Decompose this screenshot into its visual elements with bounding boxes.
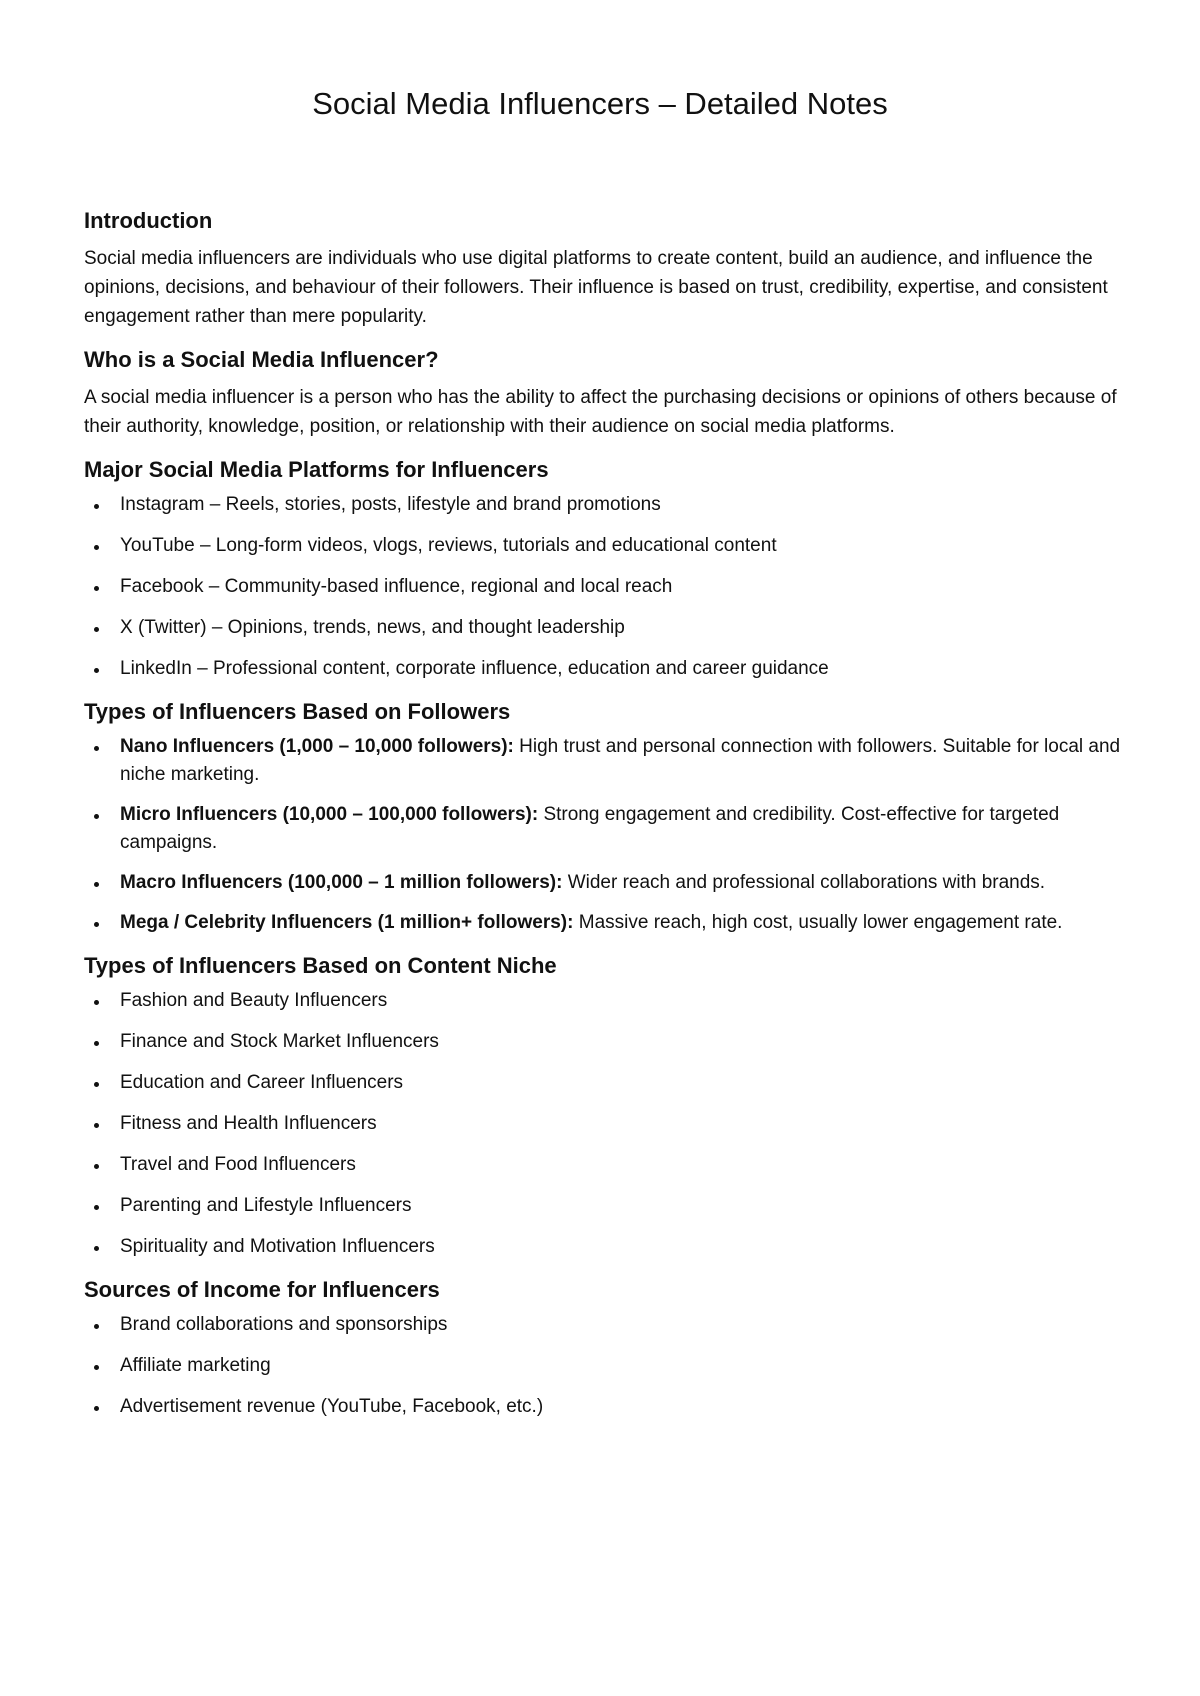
bullet-list xyxy=(84,987,1124,1261)
section-platforms xyxy=(84,455,1124,683)
list-item-desc: Wider reach and professional collaborations with brands. xyxy=(562,872,1046,893)
list-item-desc: Massive reach, high cost, usually lower engagement rate. xyxy=(573,912,1063,933)
list-item-term: Nano Influencers (1,000 – 10,000 followers): xyxy=(120,736,514,757)
bullet-list xyxy=(84,733,1124,937)
page-title: Social Media Influencers – Detailed Notes xyxy=(312,86,888,121)
list-item: Facebook – Community-based influence, regional and local reach xyxy=(84,573,1124,601)
list-item: Advertisement revenue (YouTube, Facebook, etc.) xyxy=(84,1393,1124,1421)
list-item: Brand collaborations and sponsorships xyxy=(84,1311,1124,1339)
document-body xyxy=(84,206,1124,1435)
list-item xyxy=(84,733,1124,789)
list-item: X (Twitter) – Opinions, trends, news, and thought leadership xyxy=(84,614,1124,642)
list-item-desc: High trust and personal connection with followers. Suitable for local and niche marketing. xyxy=(120,736,1121,785)
list-item xyxy=(84,801,1124,857)
list-item: Finance and Stock Market Influencers xyxy=(84,1028,1124,1056)
list-item: Education and Career Influencers xyxy=(84,1069,1124,1097)
bullet-list xyxy=(84,491,1124,683)
section-heading: Introduction xyxy=(84,208,213,233)
list-item: Parenting and Lifestyle Influencers xyxy=(84,1192,1124,1220)
list-item-term: Mega / Celebrity Influencers (1 million+ followers): xyxy=(120,912,574,933)
bullet-list xyxy=(84,1311,1124,1421)
section-heading: Major Social Media Platforms for Influencers xyxy=(84,457,549,482)
paragraph: Social media influencers are individuals who use digital platforms to create content, build an audience, and influence the opinions, decisions, and behaviour of their followers. Their influence is based on trust, credibility, expertise, and consistent engagement rather than mere popularity. xyxy=(84,248,1108,327)
list-item: Fashion and Beauty Influencers xyxy=(84,987,1124,1015)
list-item: LinkedIn – Professional content, corporate influence, education and career guidance xyxy=(84,655,1124,683)
list-item-desc: Strong engagement and credibility. Cost-effective for targeted campaigns. xyxy=(120,804,1060,853)
section-heading: Who is a Social Media Influencer? xyxy=(84,347,439,372)
list-item: Affiliate marketing xyxy=(84,1352,1124,1380)
section-heading: Sources of Income for Influencers xyxy=(84,1277,440,1302)
section-heading: Types of Influencers Based on Followers xyxy=(84,699,511,724)
section-introduction xyxy=(84,206,1124,331)
list-item-term: Macro Influencers (100,000 – 1 million followers): xyxy=(120,872,563,893)
list-item: Spirituality and Motivation Influencers xyxy=(84,1233,1124,1261)
section-heading: Types of Influencers Based on Content Niche xyxy=(84,953,557,978)
section-followers-types xyxy=(84,697,1124,937)
list-item-term: Micro Influencers (10,000 – 100,000 followers): xyxy=(120,804,539,825)
section-niche-types xyxy=(84,951,1124,1261)
section-income xyxy=(84,1275,1124,1421)
list-item xyxy=(84,909,1124,937)
list-item: Instagram – Reels, stories, posts, lifestyle and brand promotions xyxy=(84,491,1124,519)
section-who xyxy=(84,345,1124,441)
paragraph: A social media influencer is a person who has the ability to affect the purchasing decisions or opinions of others because of their authority, knowledge, position, or relationship with their audience on social media platforms. xyxy=(84,387,1117,437)
list-item: YouTube – Long-form videos, vlogs, reviews, tutorials and educational content xyxy=(84,532,1124,560)
list-item: Travel and Food Influencers xyxy=(84,1151,1124,1179)
list-item xyxy=(84,869,1124,897)
list-item: Fitness and Health Influencers xyxy=(84,1110,1124,1138)
